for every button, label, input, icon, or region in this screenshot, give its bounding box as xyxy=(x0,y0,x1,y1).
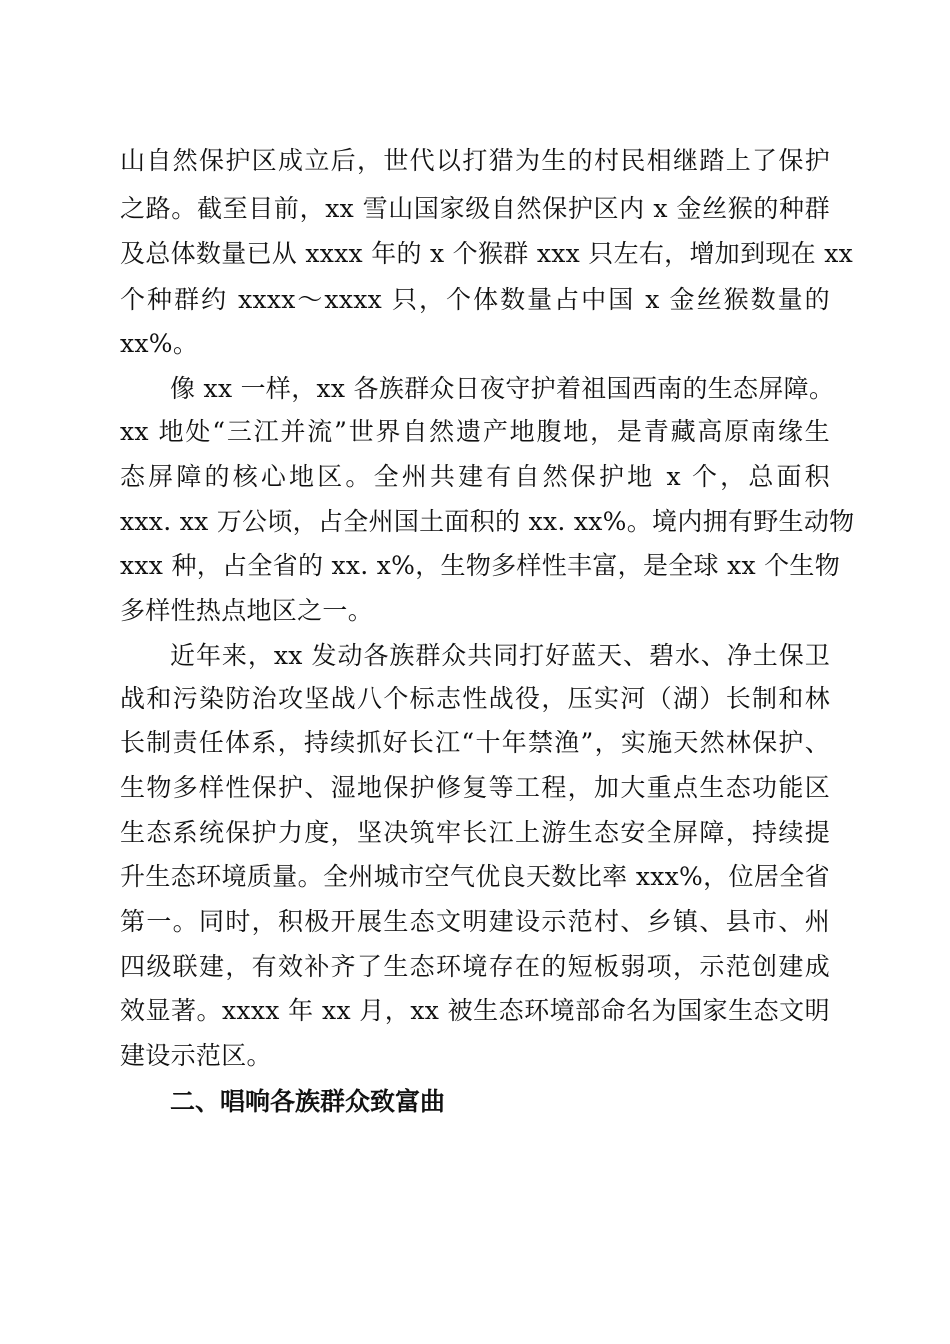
paragraph-line: 态屏障的核心地区。全州共建有自然保护地 x 个，总面积 xyxy=(120,462,830,491)
paragraph-line: xxx 种，占全省的 xx. x%，生物多样性丰富，是全球 xx 个生物 xyxy=(120,551,841,580)
paragraph-line: xx%。 xyxy=(120,329,199,358)
paragraph-line: 山自然保护区成立后，世代以打猎为生的村民相继踏上了保护 xyxy=(120,146,830,175)
paragraph-line: 个种群约 xxxx～xxxx 只，个体数量占中国 x 金丝猴数量的 xyxy=(120,285,830,314)
paragraph-line: 第一。同时，积极开展生态文明建设示范村、乡镇、县市、州 xyxy=(120,907,830,936)
paragraph-line: 四级联建，有效补齐了生态环境存在的短板弱项，示范创建成 xyxy=(120,952,830,981)
paragraph-line: 升生态环境质量。全州城市空气优良天数比率 xxx%，位居全省 xyxy=(120,862,830,891)
paragraph-line: 之路。截至目前，xx 雪山国家级自然保护区内 x 金丝猴的种群 xyxy=(120,194,830,223)
paragraph-line: 战和污染防治攻坚战八个标志性战役，压实河（湖）长制和林 xyxy=(120,684,830,713)
section-heading: 二、唱响各族群众致富曲 xyxy=(170,1087,446,1116)
paragraph-line: 多样性热点地区之一。 xyxy=(120,596,374,625)
paragraph-line: 效显著。xxxx 年 xx 月，xx 被生态环境部命名为国家生态文明 xyxy=(120,996,830,1025)
paragraph-line: xx 地处“三江并流”世界自然遗产地腹地，是青藏高原南缘生 xyxy=(120,417,830,446)
paragraph-line: xxx. xx 万公顷，占全州国土面积的 xx. xx%。境内拥有野生动物 xyxy=(120,507,855,536)
paragraph-line: 像 xx 一样，xx 各族群众日夜守护着祖国西南的生态屏障。 xyxy=(170,374,835,403)
paragraph-line: 长制责任体系，持续抓好长江“十年禁渔”，实施天然林保护、 xyxy=(120,728,830,757)
paragraph-line: 生态系统保护力度，坚决筑牢长江上游生态安全屏障，持续提 xyxy=(120,818,830,847)
paragraph-line: 生物多样性保护、湿地保护修复等工程，加大重点生态功能区 xyxy=(120,773,830,802)
paragraph-line: 近年来，xx 发动各族群众共同打好蓝天、碧水、净土保卫 xyxy=(170,641,830,670)
paragraph-line: 及总体数量已从 xxxx 年的 x 个猴群 xxx 只左右，增加到现在 xx xyxy=(120,239,854,268)
paragraph-line: 建设示范区。 xyxy=(120,1041,272,1070)
